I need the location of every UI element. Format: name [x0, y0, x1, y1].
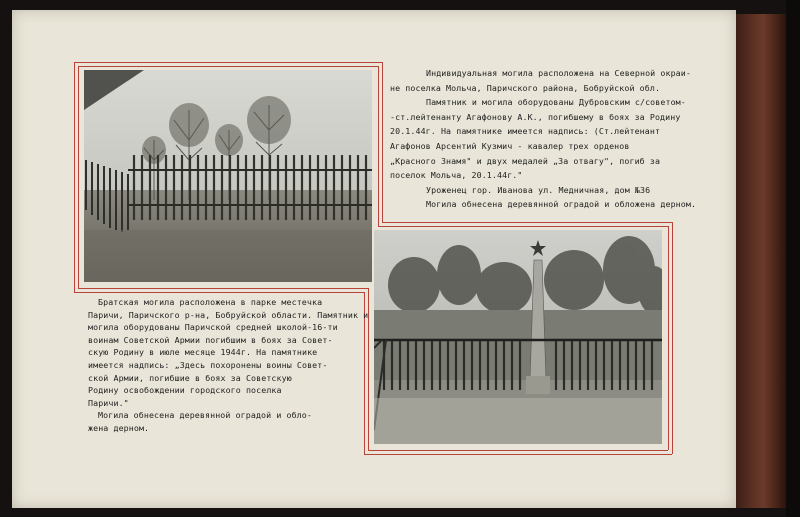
album-edge	[786, 0, 800, 517]
text-line: Могила обнесена деревянной оградой и обложена дерном.	[426, 199, 697, 210]
text-line: скую Родину в июле месяце 1944г. На памятнике	[88, 347, 318, 358]
photo-fenced-grave	[84, 70, 372, 282]
text-line: 20.1.44г. На памятнике имеется надпись: (Ст.лейтенант	[390, 126, 661, 137]
photo-obelisk-monument	[374, 230, 662, 444]
text-line: ской Армии, погибшие в боях за Советскую	[88, 372, 292, 383]
text-line: Паричи."	[88, 397, 129, 408]
album-spine	[736, 14, 786, 508]
text-line: Паричи, Паричского р-на, Бобруйской области. Памятник и	[88, 309, 369, 320]
text-line: „Красного Знамя" и двух медалей „За отвагу", погиб за	[390, 155, 661, 166]
text-line: Уроженец гор. Иванова ул. Медничная, дом №36	[426, 184, 651, 195]
text-line: поселок Мольча, 20.1.44г."	[390, 170, 523, 181]
text-line: воинам Советской Армии погибшим в боях за Совет-	[88, 334, 333, 345]
text-line: Памятник и могила оборудованы Дубровским с/советом-	[426, 97, 686, 108]
text-line: Братская могила расположена в парке местечка	[98, 297, 323, 307]
text-line: Индивидуальная могила расположена на Северной окраи-	[426, 68, 691, 78]
text-line: Агафонов Арсентий Кузмич - кавалер трех орденов	[390, 140, 630, 151]
text-line: не поселка Мольча, Паричского района, Бобруйской обл.	[390, 82, 661, 93]
text-line: имеется надпись: „Здесь похоронены воины Совет-	[88, 359, 328, 370]
text-line: Родину освобождении городского поселка	[88, 385, 282, 396]
grave-description-individual	[390, 66, 697, 212]
grave-description-mass	[88, 296, 369, 435]
text-line: Могила обнесена деревянной оградой и обло-	[98, 410, 312, 421]
text-line: жена дерном.	[88, 422, 150, 433]
text-line: могила оборудованы Паричской средней школой-16-ти	[88, 322, 338, 333]
text-line: -ст.лейтенанту Агафонову А.К., погибшему в боях за Родину	[390, 111, 681, 122]
